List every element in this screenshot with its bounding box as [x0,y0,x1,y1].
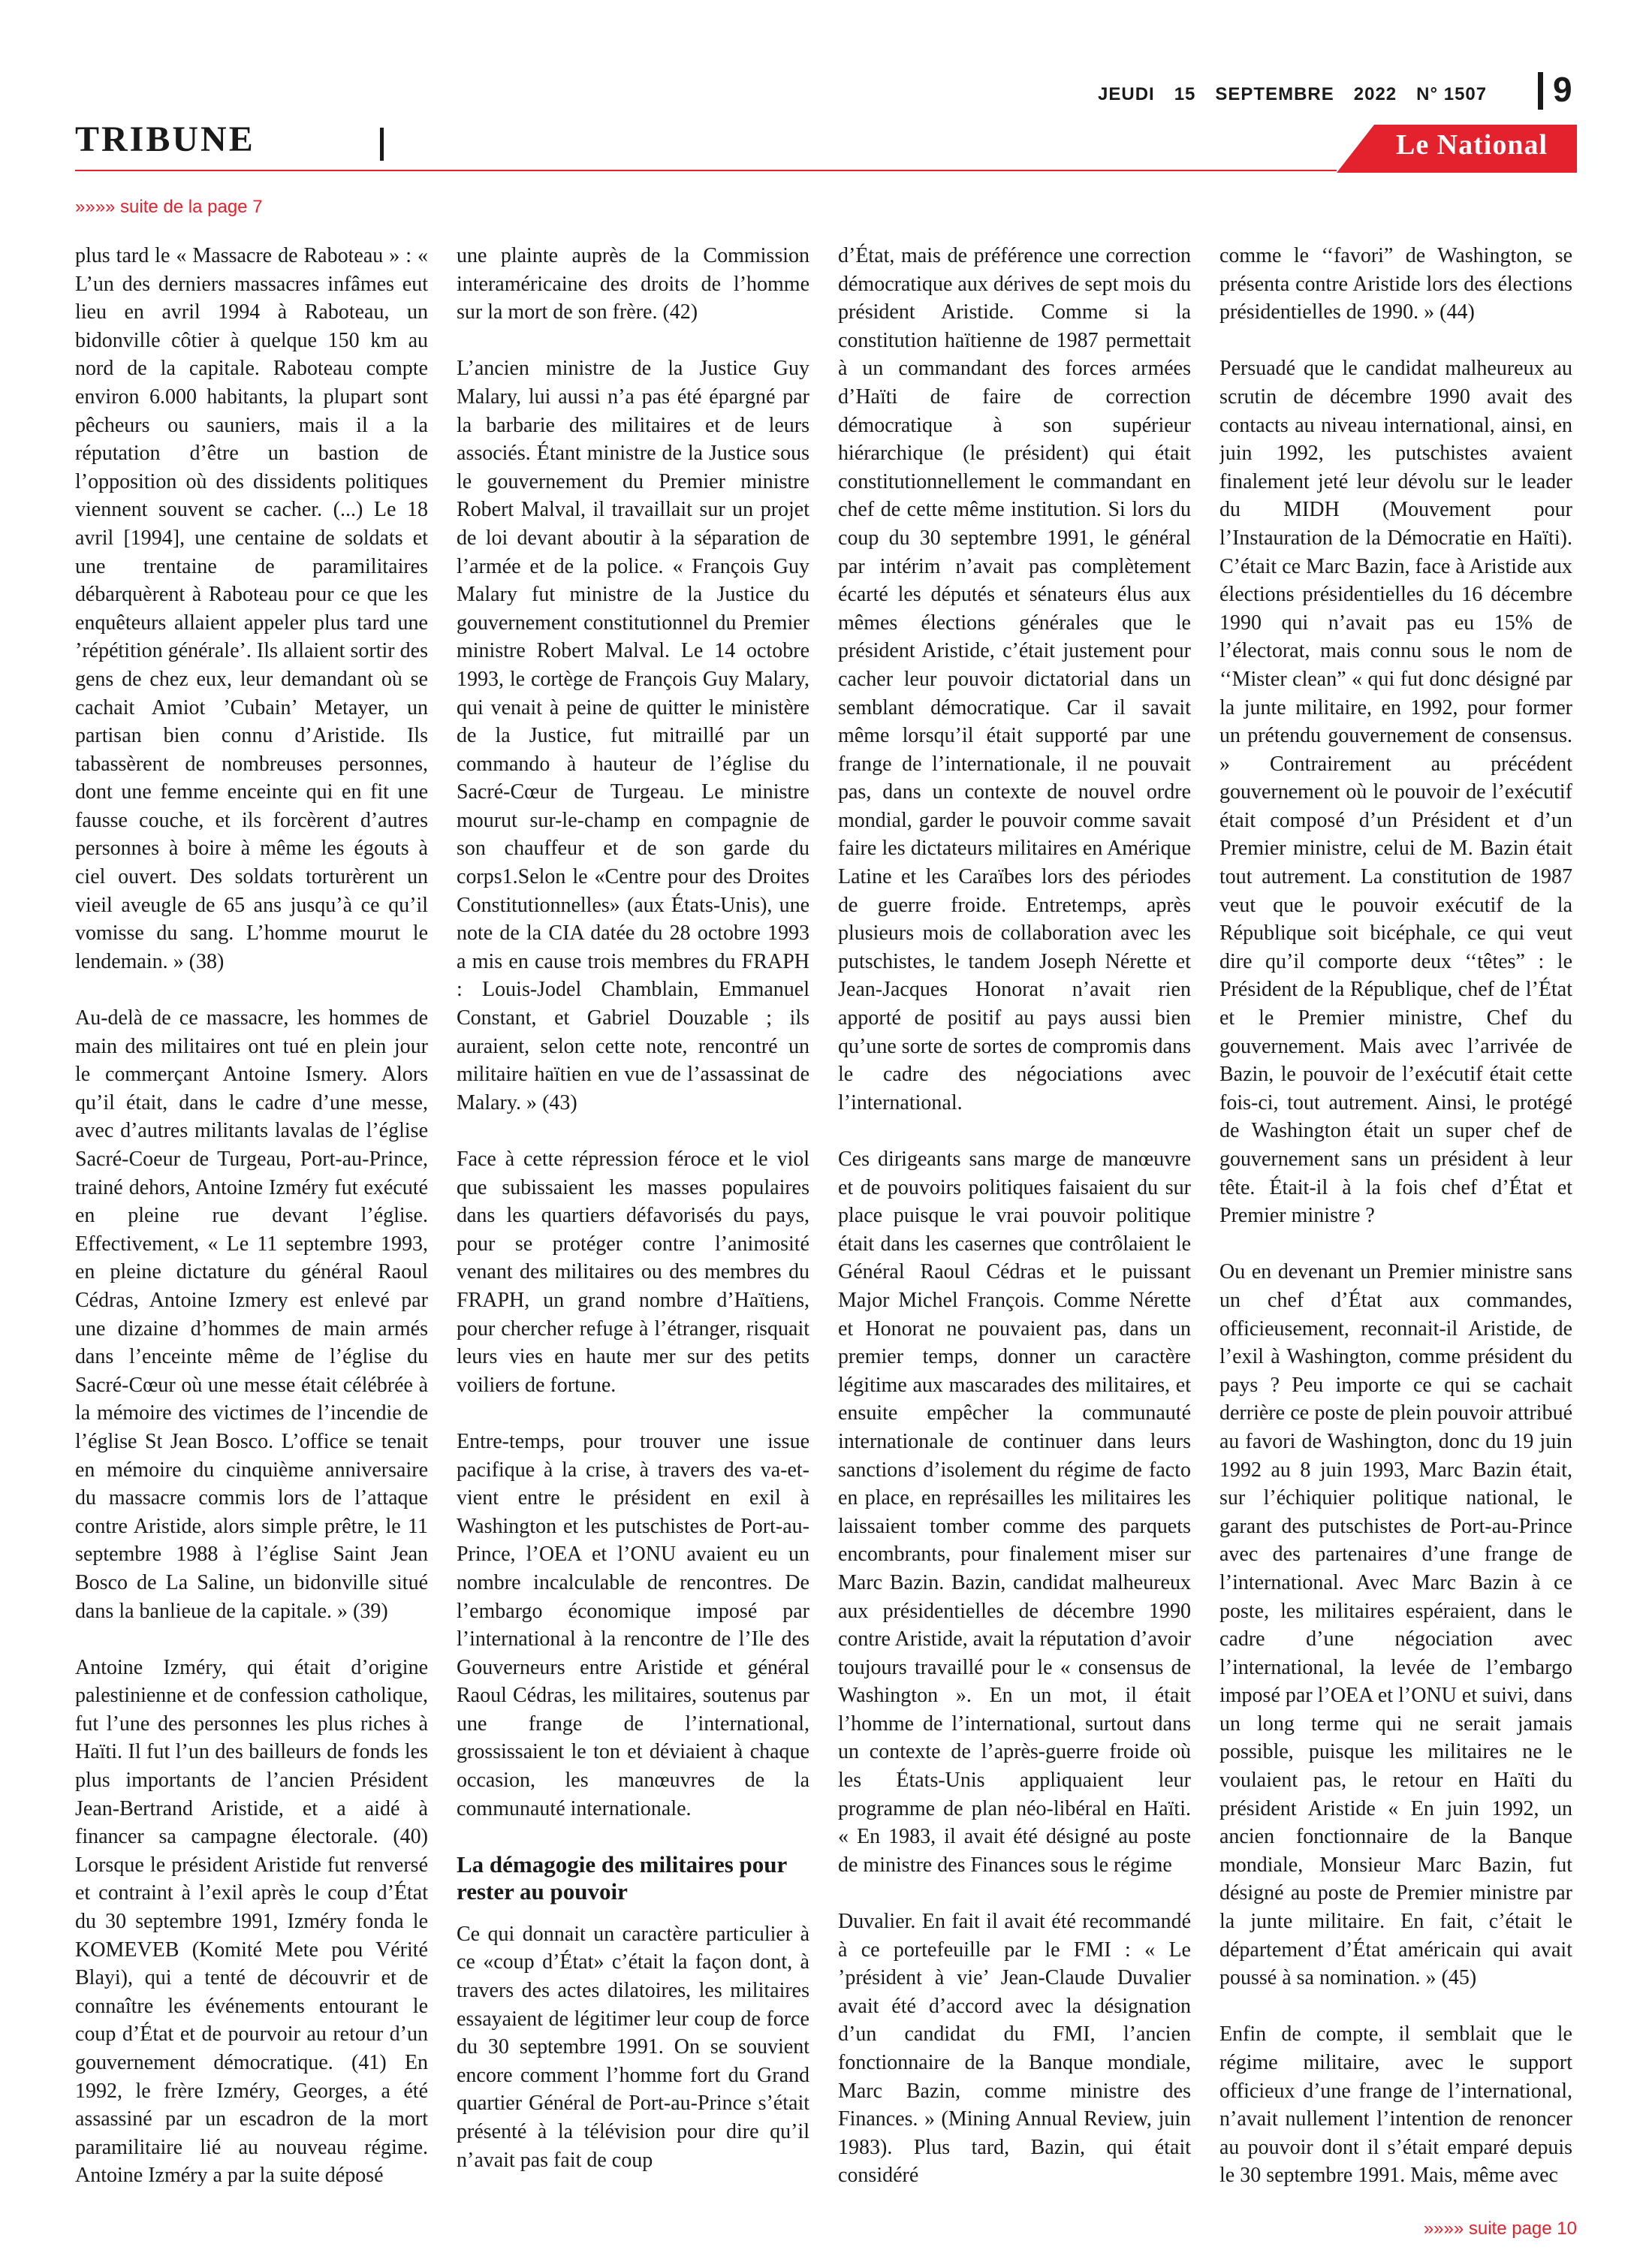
paragraph: Entre-temps, pour trouver une issue pacifique à la crise, à travers des va-et-vient entre le président en exil à Washington et les putschistes de Port-au-Prince, l’OEA et l’ONU avaient eu un nombre incalculable de rencontres. De l’embargo économique imposé par l’international à la rencontre de l’Ile des Gouverneurs entre Aristide et général Raoul Cédras, les militaires, soutenus par une frange de l’international, grossissaient le ton et déviaient à chaque occasion, les manœuvres de la communauté internationale. [457,1429,809,1820]
paragraph: Au-delà de ce massacre, les hommes de main des militaires ont tué en plein jour le commerçant Antoine Ismery. Alors qu’il était, dans le cadre d’une messe, avec d’autres militants lavalas de l’église Sacré-Coeur de Turgeau, Port-au-Prince, trainé dehors, Antoine Izméry fut exécuté en pleine rue devant l’église. Effectivement, « Le 11 septembre 1993, en pleine dictature du général Raoul Cédras, Antoine Izmery est enlevé par une dizaine d’hommes de main armés dans l’enceinte même de l’église du Sacré-Cœur où une messe était célébrée à la mémoire des victimes de l’incendie de l’église St Jean Bosco. L’office se tenait en mémoire du cinquième anniversaire du massacre commis lors de l’attaque contre Aristide, alors simple prêtre, le 11 septembre 1988 à l’église Saint Jean Bosco de La Saline, un bidonville situé dans la banlieue de la capitale. » (39) [75,1006,428,1623]
paragraph: Face à cette répression féroce et le viol que subissaient les masses populaires dans les quartiers défavorisés du pays, pour se protéger contre l’animosité venant des militaires ou des membres du FRAPH, un grand nombre d’Haïtiens, pour chercher refuge à l’étranger, risquait leurs vies en haute mer sur des petits voiliers de fortune. [457,1148,809,1397]
page-number: 9 [1553,70,1572,109]
paragraph: Ces dirigeants sans marge de manœuvre et de pouvoirs politiques faisaient du sur place puisque le vrai pouvoir politique était dans les casernes que contrôlaient le Général Raoul Cédras et le puissant Major Michel François. Comme Nérette et Honorat ne pouvaient pas, dans un premier temps, donner un caractère légitime aux mascarades des militaires, et ensuite empêcher la communauté internationale de continuer dans leurs sanctions d’isolement du régime de facto en place, en représailles les militaires les laissaient tomber comme des parquets encombrants, pour finalement miser sur Marc Bazin. Bazin, candidat malheureux aux présidentielles de décembre 1990 contre Aristide, avait la réputation d’avoir toujours travaillé pour le « consensus de Washington ». En un mot, il était l’homme de l’international, surtout dans un contexte de l’après-guerre froide où les États-Unis appliquaient leur programme de plan néo-libéral en Haïti. « En 1983, il avait été désigné au poste de ministre des Finances sous le régime [838,1148,1191,1877]
paragraph: une plainte auprès de la Commission interaméricaine des droits de l’homme sur la mort de son frère. (42) [457,244,809,324]
paragraph: plus tard le « Massacre de Raboteau » : « L’un des derniers massacres infâmes eut lieu en avril 1994 à Raboteau, un bidonville côtier à quelque 150 km au nord de la capitale. Raboteau compte environ 6.000 habitants, la plupart sont pêcheurs ou sauniers, mais il a la réputation d’être un bastion de l’opposition où des dissidents politiques viennent souvent se cacher. (...) Le 18 avril [1994], une centaine de soldats et une trentaine de paramilitaires débarquèrent à Raboteau pour ce que les enquêteurs allaient appeler plus tard une ’répétition générale’. Ils allaient sortir des gens de chez eux, leur demandant où se cachait Amiot ’Cubain’ Metayer, un partisan bien connu d’Aristide. Ils tabassèrent de nombreuses personnes, dont une femme enceinte qui en fit une fausse couche, et ils forcèrent d’autres personnes à boire à même les égouts à ciel ouvert. Des soldats torturèrent un vieil aveugle de 65 ans jusqu’à ce qu’il vomisse du sang. L’homme mourut le lendemain. » (38) [75,244,428,973]
continued-from-link[interactable]: »»»» suite de la page 7 [75,197,263,217]
newspaper-logo: Le National [1395,129,1548,161]
header-divider [1538,72,1543,110]
article-column-1 [75,242,428,2217]
section-title: TRIBUNE [75,119,255,159]
article-column-2 [457,242,809,2217]
issue-date-number: 15 [1174,84,1196,104]
paragraph: Ou en devenant un Premier ministre sans un chef d’État aux commandes, officieusement, reconnait-il Aristide, de l’exil à Washington, comme président du pays ? Peu importe ce qui se cachait derrière ce poste de plein pouvoir attribué au favori de Washington, donc du 19 juin 1992 au 8 juin 1993, Marc Bazin était, sur l’échiquier politique national, le garant des putschistes de Port-au-Prince avec des partenaires d’une frange de l’international. Avec Marc Bazin à ce poste, les militaires espéraient, dans le cadre d’une négociation avec l’international, la levée de l’embargo imposé par l’OEA et l’ONU et suivi, dans un long terme qui ne serait jamais possible, puisque les militaires ne le voulaient pas, le retour en Haïti du président Aristide « En juin 1992, un ancien fonctionnaire de la Banque mondiale, Monsieur Marc Bazin, fut désigné au poste de Premier ministre par la junte militaire. En fait, c’était le département d’État américain qui avait poussé à sa nomination. » (45) [1219,1260,1572,1990]
paragraph: Ce qui donnait un caractère particulier à ce «coup d’État» c’était la façon dont, à travers des actes dilatoires, les militaires essayaient de légitimer leur coup de force du 30 septembre 1991. On se souvient encore comment l’homme fort du Grand quartier Général de Port-au-Prince s’était présenté à la télévision pour dire qu’il n’avait pas fait de coup [457,1922,809,2172]
paragraph: d’État, mais de préférence une correction démocratique aux dérives de sept mois du président Aristide. Comme si la constitution haïtienne de 1987 permettait à un commandant des forces armées d’Haïti de faire de correction démocratique à son supérieur hiérarchique (le président) qui était constitutionnellement le commandant en chef de cette même institution. Si lors du coup du 30 septembre 1991, le général par intérim n’avait pas complètement écarté les députés et sénateurs élus aux mêmes élections générales que le président Aristide, c’était justement pour cacher leur pouvoir dictatorial dans un semblant démocratique. Car il savait même lorsqu’il était supporté par une frange de l’internationale, il ne pouvait pas, dans un contexte de nouvel ordre mondial, garder le pouvoir comme savait faire les dictateurs militaires en Amérique Latine et les Caraïbes lors des périodes de guerre froide. Entretemps, après plusieurs mois de collaboration avec les putschistes, le tandem Joseph Nérette et Jean-Jacques Honorat n’avait rien apporté de positif au pays aussi bien qu’une sorte de sortes de compromis dans le cadre des négociations avec l’international. [838,244,1191,1114]
issue-day: JEUDI [1098,84,1155,104]
section-divider [380,128,384,161]
paragraph: Persuadé que le candidat malheureux au scrutin de décembre 1990 avait des contacts au niveau international, ainsi, en juin 1992, les putschistes avaient finalement jeté leur dévolu sur le leader du MIDH (Mouvement pour l’Instauration de la Démocratie en Haïti). C’était ce Marc Bazin, face à Aristide aux élections présidentielles du 16 décembre 1990 qui n’avait pas eu 15% de l’électorat, mais connu sous le nom de ‘‘Mister clean” « qui fut donc désigné par la junte militaire, en 1992, pour former un prétendu gouvernement de consensus. » Contrairement au précédent gouvernement où le pouvoir de l’exécutif était composé d’un Président et d’un Premier ministre, celui de M. Bazin était tout autrement. La constitution de 1987 veut que le pouvoir exécutif de la République soit bicéphale, ce qui veut dire qu’il comporte deux ‘‘têtes” : le Président de la République, chef de l’État et le Premier ministre, Chef du gouvernement. Mais avec l’arrivée de Bazin, le pouvoir de l’exécutif était cette fois-ci, tout autrement. Ainsi, le protégé de Washington était un super chef de gouvernement sans un président à leur tête. Était-il à la fois chef d’État et Premier ministre ? [1219,357,1572,1228]
subheading: La démagogie des militaires pour rester au pouvoir [457,1850,787,1905]
article-column-4 [1219,242,1572,2217]
paragraph: Enfin de compte, il semblait que le régime militaire, avec le support officieux d’une frange de l’international, n’avait nullement l’intention de renoncer au pouvoir dont il s’était emparé depuis le 30 septembre 1991. Mais, même avec [1219,2022,1572,2188]
issue-month: SEPTEMBRE [1215,84,1334,104]
paragraph: Antoine Izméry, qui était d’origine palestinienne et de confession catholique, fut l’une des personnes les plus riches à Haïti. Il fut l’un des bailleurs de fonds les plus importants de l’ancien Président Jean-Bertrand Aristide, et a aidé à financer sa campagne électorale. (40) Lorsque le président Aristide fut renversé et contraint à l’exil après le coup d’État du 30 septembre 1991, Izméry fonda le KOMEVEB (Komité Mete pou Vérité Blayi), qui a tenté de découvrir et de connaître les événements entourant le coup d’État et de pourvoir au retour d’un gouvernement démocratique. (41) En 1992, le frère Izméry, Georges, a été assassiné par un escadron de la mort paramilitaire lié au nouveau régime. Antoine Izméry a par la suite déposé [75,1655,428,2188]
issue-dateline [1098,84,1506,105]
continued-next-link[interactable]: »»»» suite page 10 [1423,2218,1577,2239]
header-rule [75,170,1337,171]
issue-year: 2022 [1353,84,1397,104]
paragraph: L’ancien ministre de la Justice Guy Malary, lui aussi n’a pas été épargné par la barbarie des militaires et de leurs associés. Étant ministre de la Justice sous le gouvernement du Premier ministre Robert Malval, il travaillait sur un projet de loi devant aboutir à la séparation de l’armée et de la police. « François Guy Malary fut ministre de la Justice du gouvernement constitutionnel du Premier ministre Robert Malval. Le 14 octobre 1993, le cortège de François Guy Malary, qui venait à peine de quitter le ministère de la Justice, fut mitraillé par un commando à hauteur de l’église du Sacré-Cœur de Turgeau. Le ministre mourut sur-le-champ en compagnie de son chauffeur et de son garde du corps1.Selon le «Centre pour des Droites Constitutionnelles» (aux États-Unis), une note de la CIA datée du 28 octobre 1993 a mis en cause trois membres du FRAPH : Louis-Jodel Chamblain, Emmanuel Constant, et Gabriel Douzable ; ils auraient, selon cette note, rencontré un militaire haïtien en vue de l’assassinat de Malary. » (43) [457,357,809,1114]
issue-number: N° 1507 [1416,84,1488,104]
paragraph: comme le ‘‘favori” de Washington, se présenta contre Aristide lors des élections présidentielles de 1990. » (44) [1219,244,1572,324]
article-column-3 [838,242,1191,2217]
paragraph: Duvalier. En fait il avait été recommandé à ce portefeuille par le FMI : « Le ’président à vie’ Jean-Claude Duvalier avait été d’accord avec la désignation d’un candidat du FMI, l’ancien fonctionnaire de la Banque mondiale, Marc Bazin, comme ministre des Finances. » (Mining Annual Review, juin 1983). Plus tard, Bazin, qui était considéré [838,1910,1191,2188]
